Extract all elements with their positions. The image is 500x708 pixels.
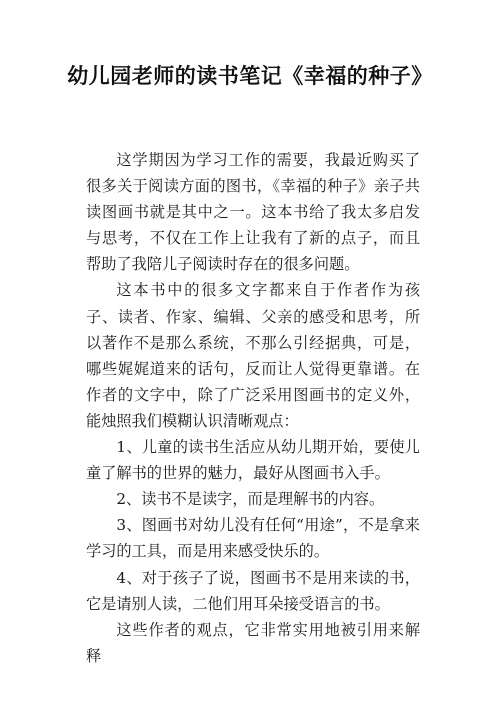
- paragraph-3: 1、儿童的读书生活应从幼儿期开始，要使儿童了解书的世界的魅力，最好从图画书入手。: [86, 438, 420, 483]
- paragraph-1: 这学期因为学习工作的需要，我最近购买了很多关于阅读方面的图书，《幸福的种子》亲子共读图画书就是其中之一。这本书给了我太多启发与思考，不仅在工作上让我有了新的点子，而且帮助了我陪儿子阅读时存在的很多问题。: [86, 151, 420, 274]
- paragraph-4: 2、读书不是读字，而是理解书的内容。: [116, 490, 385, 509]
- paragraph-5: 3、图画书对幼儿没有任何“用途”，不是拿来学习的工具，而是用来感受快乐的。: [86, 516, 420, 561]
- paragraph-6: 4、对于孩子了说，图画书不是用来读的书，它是请别人读，二他们用耳朵接受语言的书。: [86, 568, 420, 613]
- paragraph-2: 这本书中的很多文字都来自于作者作为孩子、读者、作家、编辑、父亲的感受和思考，所以著作不是那么系统，不那么引经据典，可是，哪些娓娓道来的话句，反而让人觉得更靠谱。在作者的文字中，除了广泛采用图画书的定义外，能烛照我们模糊认识清晰观点：: [86, 281, 420, 430]
- document-body: [86, 147, 420, 669]
- paragraph-7: 这些作者的观点，它非常实用地被引用来解释: [86, 620, 420, 665]
- document-title: 幼儿园老师的读书笔记《幸福的种子》: [67, 64, 433, 88]
